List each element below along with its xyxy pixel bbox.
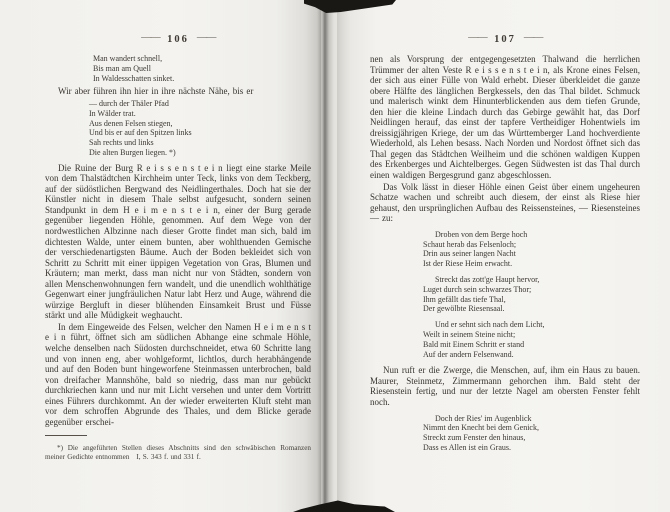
- footnote: *) Die angeführten Stellen dieses Abschnitts sind den schwäbischen Romanzen meiner Gedichte entnommen I, S. 343 f. und 331 f.: [45, 443, 311, 461]
- verse-line: Weilt in seinem Steine nicht;: [423, 329, 516, 339]
- lead-line: Wir aber führen ihn hier in ihre nächste Nähe, bis er: [58, 86, 254, 97]
- verse-line: Luget durch sein schwarzes Thor;: [423, 284, 532, 294]
- verse-quote-2: [89, 99, 311, 158]
- verse-line: In Waldesschatten sinket.: [93, 73, 175, 83]
- header-rule-right: ——: [196, 32, 215, 43]
- left-page-text-column: [45, 34, 311, 469]
- left-page-header: [45, 34, 311, 45]
- right-page: [337, 0, 670, 512]
- verse-line: Aus denen Felsen stiegen,: [89, 118, 173, 128]
- verse-line: Dass es Allen ist ein Graus.: [423, 442, 511, 452]
- right-page-header: [370, 34, 640, 45]
- verse-quote-1: [93, 54, 311, 83]
- paragraph-eingeweide: In dem Eingeweide des Felsen, welcher den Namen H e i m e n s t e i n führt, öffnet sich am südlichen Abhange eine schmale Höhle, welche denselben nach Südosten durchschneidet, etwa 60 Schritte lang und von innen eng, aber wohlgeformt, lichtlos, durch herabhängende und auf den Boden bunt hingeworfene Steinmassen unterbrochen, bald von dreifacher Mannshöhe, bald so niedrig, dass man nur gebückt durchkriechen kann und nur mit Licht versehen und unter dem Vortritt eines Führers durchkommt. An der wieder erweiterten Kluft steht man vor dem schroffen Abgrunde des Thales, und dem Blicke gerade gegenüber erschei-: [45, 321, 311, 427]
- verse-line: Man wandert schnell,: [93, 54, 163, 63]
- verse-line: Auf der andern Felsenwand.: [423, 349, 514, 359]
- verse-line: Drin aus seiner langen Nacht: [423, 249, 516, 259]
- stanza-3: [423, 320, 640, 359]
- verse-line: Bald mit Einem Schritt er stand: [423, 339, 525, 349]
- verse-line: Die alten Burgen liegen. *): [89, 147, 176, 157]
- verse-line: Schaut herab das Felsenloch;: [423, 239, 517, 249]
- stanza-4: [423, 414, 640, 453]
- paragraph-volk: Das Volk lässt in dieser Höhle einen Geist über einem ungeheuren Schatze wachen und schreibt auch diesem, der einst als Riese hier gehaust, den ursprünglichen Aufbau des Reissensteines, — Riesensteines — zu:: [370, 181, 640, 224]
- verse-line: Und bis er auf den Spitzen links: [89, 128, 192, 138]
- verse-line: Bis man am Quell: [93, 63, 151, 73]
- stanza-1: [423, 230, 640, 269]
- header-rule-right: ——: [523, 32, 542, 43]
- verse-line: In Wälder trat.: [89, 108, 136, 118]
- left-page: [0, 0, 321, 512]
- verse-line: Ihm gefällt das tiefe Thal,: [423, 294, 506, 304]
- verse-line: Ist der Riese Heim erwacht.: [423, 259, 513, 269]
- verse-line: Doch der Ries' im Augenblick: [435, 413, 532, 423]
- header-rule-left: ——: [141, 32, 160, 43]
- verse-line: — durch der Thäler Pfad: [89, 98, 169, 108]
- left-page-number: 106: [167, 34, 189, 45]
- footnote-rule: [45, 435, 87, 436]
- book-gutter-shadow: [317, 0, 341, 512]
- verse-line: Der gewölbte Riesensaal.: [423, 304, 505, 314]
- header-rule-left: ——: [468, 32, 487, 43]
- verse-line: Streckt das zott'ge Haupt hervor,: [435, 274, 540, 284]
- stanza-2: [423, 275, 640, 314]
- verse-line: Streckt zum Fenster den hinaus,: [423, 433, 526, 443]
- right-page-number: 107: [494, 34, 516, 45]
- verse-line: Und er sehnt sich nach dem Licht,: [435, 320, 545, 330]
- verse-line: Sah rechts und links: [89, 138, 154, 148]
- paragraph-ruine: Die Ruine der Burg R e i s s e n s t e i n liegt eine starke Meile von dem Thalstädtchen Kirchheim unter Teck, links von dem Teckberg, auf der südöstlichen Bergwand des Neidlingerthales. Doch hat sie der Künstler nicht in diesem Thale selbst aufgesucht, sondern seinen Standpunkt in dem H e i m e n s t e i n, einer der Burg gerade gegenüber liegenden Höhle, genommen. Auf dem Wege von der nordwestlichen Albzinne nach dieser Grotte findet man sich, bald im dichtesten Walde, unter einem bunten, aber wohlthuenden Gemische der verschiedenartigsten Bäume. Auch der Boden bekleidet sich von Schritt zu Schritt mit einer üppigen Vegetation von Gras, Blumen und Kräutern; man merkt, dass man nicht nur von Städten, sondern von allen Menschenwohnungen fern wandelt, und die unendlich wohlthätige Gegenwart einer jungfräulichen Natur labt Herz und Auge, während die würzige Bergluft in dieser blühenden Einsamkeit Brust und Füsse stärkt und alle Müdigkeit weghaucht.: [45, 162, 311, 321]
- paragraph-zwerge: Nun ruft er die Zwerge, die Menschen, auf, ihm ein Haus zu bauen. Maurer, Steinmetz, Zimmermann gehorchen ihm. Bald steht der Riesenstein fertig, und nur der letzte Nagel am obersten Fenster fehlt noch.: [370, 365, 640, 407]
- right-page-text-column: [370, 34, 640, 459]
- verse-line: Nimmt den Knecht bei dem Genick,: [423, 423, 539, 433]
- verse-line: Droben von dem Berge hoch: [435, 229, 528, 239]
- paragraph-vorsprung: nen als Vorsprung der entgegengesetzten Thalwand die herrlichen Trümmer der alten Veste R e i s s e n s t e i n, als Krone eines Felsen, der sich aus einer Fülle von Wald erhebt. Dieser überkleidet die ganze obere Hälfte des länglichen Bergkessels, den das Thal bildet. Schmuck und malerisch winkt dem Hinunterblickenden aus dem tiefen Grunde, den hier die kleine Lindach durch das Gebirge gewählt hat, das Dorf Neidlingen herauf, das einst der tapfere Vertheidiger Hohentwiels im dreissigjährigen Kriege, der um das Württemberger Land hochverdiente Wiederhold, als Lehen besass. Nach Norden und Nordost öffnet sich das Thal gegen das Städtchen Weilheim und die schönen waldigen Kuppen des Erkenberges und Aichtelberges. Gegen Südwesten ist das Thal durch einen waldigen Bergesgrund ganz abgeschlossen.: [370, 54, 640, 181]
